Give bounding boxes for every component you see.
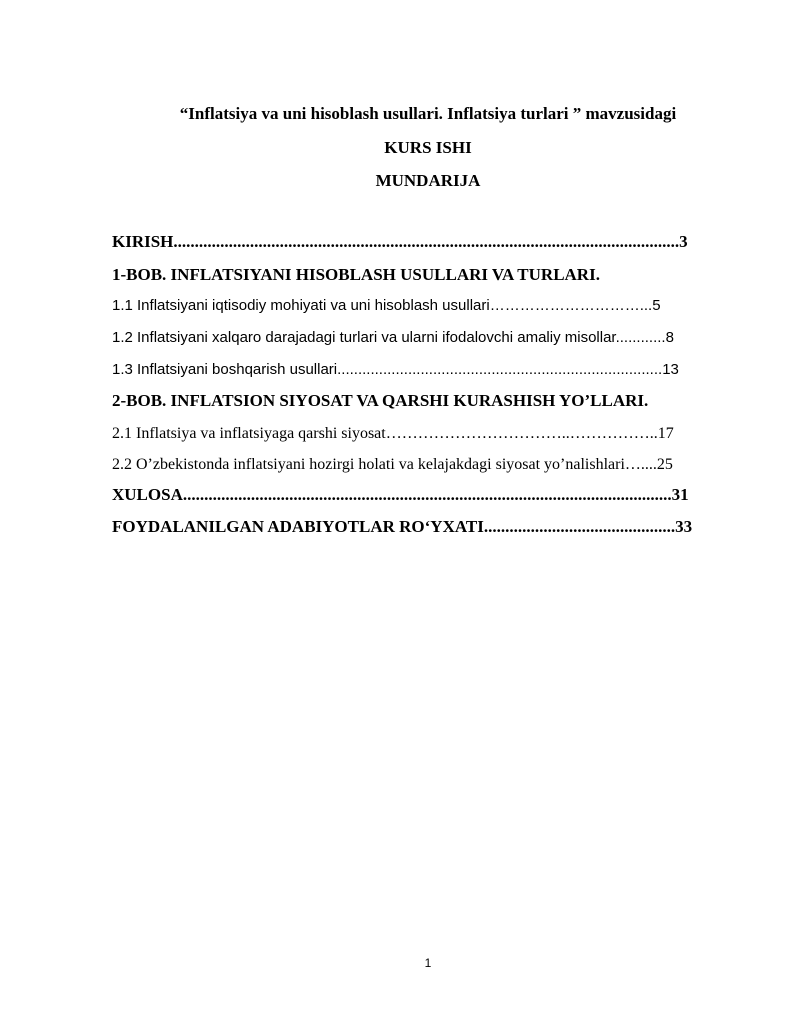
toc-chapter-1: 1-BOB. INFLATSIYANI HISOBLASH USULLARI VA TURLARI. <box>112 265 600 284</box>
toc-entry-kirish: KIRISH.......................................................................................................................3 <box>112 232 688 251</box>
toc-entry-1-1: 1.1 Inflatsiyani iqtisodiy mohiyati va uni hisoblash usullari…………………………...5 <box>112 297 661 314</box>
toc-entry-adabiyotlar: FOYDALANILGAN ADABIYOTLAR RO‘YXATI.............................................33 <box>112 517 693 536</box>
toc-chapter-2: 2-BOB. INFLATSION SIYOSAT VA QARSHI KURASHISH YO’LLARI. <box>112 391 649 410</box>
toc-heading: MUNDARIJA <box>375 171 481 190</box>
document-subtitle: KURS ISHI <box>384 138 472 157</box>
toc-entry-2-2: 2.2 O’zbekistonda inflatsiyani hozirgi holati va kelajakdagi siyosat yo’nalishlari…....25 <box>112 456 673 473</box>
toc-entry-2-1: 2.1 Inflatsiya va inflatsiyaga qarshi siyosat……………………………..……………..17 <box>112 425 674 442</box>
page-number: 1 <box>424 956 432 970</box>
toc-entry-1-2: 1.2 Inflatsiyani xalqaro darajadagi turlari va ularni ifodalovchi amaliy misollar............8 <box>112 329 674 346</box>
toc-entry-xulosa: XULOSA...................................................................................................................31 <box>112 485 689 504</box>
toc-entry-1-3: 1.3 Inflatsiyani boshqarish usullari..............................................................................13 <box>112 361 679 378</box>
document-title: “Inflatsiya va uni hisoblash usullari. Inflatsiya turlari ” mavzusidagi <box>179 104 677 123</box>
